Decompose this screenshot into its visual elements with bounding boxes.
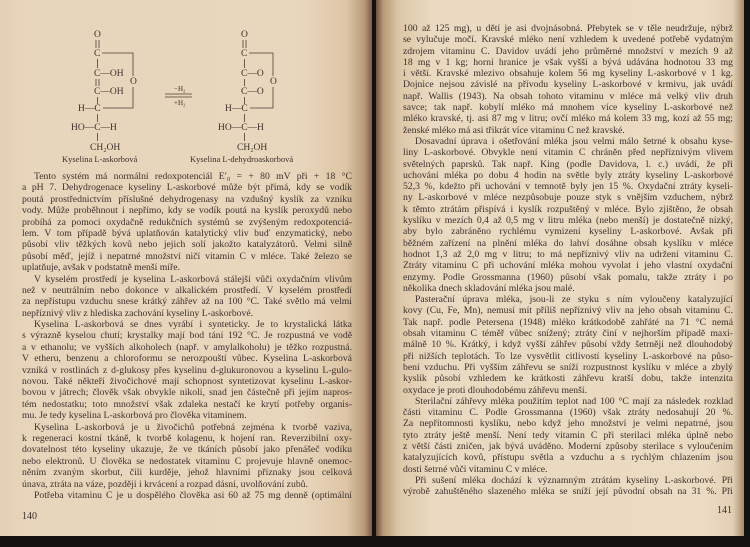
text-line: probíhá za pomoci oxydačně redukčních systémů se zvýšeným redoxpotenciá-: [22, 216, 352, 228]
l-ascorbic-acid-structure: [62, 30, 138, 164]
text-line: mléko kravské, tj. asi 87 mg v litru; ovčí mléko má kolem 33 mg, kozí až 55 mg;: [403, 113, 733, 125]
text-line: než v neutrálním nebo dokonce v alkalickém prostředí. V kyselém prostředí: [22, 284, 352, 296]
text-line: Tak např. podle Petersena (1948) mléko krátkodobě zahřáté na 71 °C nemá: [403, 316, 733, 328]
text-line: působí měď, jejíž i nepatrné množství ničí vitamin C v mléce. Také železo se: [22, 250, 352, 262]
text-line: se vylučuje močí. Kravské mléko není vzhledem k uvedené potřebě vydatným: [403, 34, 733, 46]
paragraph: [22, 422, 352, 490]
text-line: Za nepřítomnosti kyslíku, nebo když jeho množství je velmi nepatrné, jsou: [403, 418, 733, 430]
text-line: něním zvaným skorbut, čili kurděje, jehož hlavními příznaky jsou celková: [22, 467, 352, 479]
text-line: Kyselina L-askorbová je u živočichů potřebná zejména k tvorbě vaziva,: [34, 421, 352, 433]
text-line: zdrojem vitaminu C. Davidov uvádí jeho průměrné množství v mezích 9 až: [403, 45, 733, 57]
text-line: novou. Také někteří živočichové mají schopnost syntetizovat kyselinu L-askor-: [22, 376, 352, 388]
text-line: nebo elektronů. U člověka se nedostatek vitaminu C projevuje hlavně onemoc-: [22, 455, 352, 467]
arrow-label-top: −H₂: [174, 85, 186, 93]
text-line: Dojnice nejsou závislé na přívodu kyseliny L-askorbové v krmivu, jak uvádí: [403, 79, 733, 91]
atom-label: C: [94, 49, 101, 59]
text-line: vzniká v rostlinách z d-glukosy přes kyselinu d-glukuronovou a kyselinu L-gulo-: [22, 364, 352, 376]
atom-label: C—OH: [94, 69, 124, 79]
text-line: při nižších teplotách. To lze vysvětlit citlivostí kyseliny L-askorbové na půso-: [403, 350, 733, 362]
paragraph: [22, 274, 352, 320]
figure-caption: Kyselina L-dehydroaskorbová: [190, 154, 294, 164]
text-line: výrobě zahuštěného slazeného mléka se sníží její původní obsah na 31 %. Při: [403, 486, 733, 498]
text-line: tyto ztráty ještě menší. Není tedy vitamin C při sterilaci mléka úplně nebo: [403, 429, 733, 441]
l-dehydroascorbic-acid-structure: [190, 30, 293, 164]
page-number: 140: [22, 511, 37, 522]
paragraph: [22, 319, 352, 422]
text-line: dosti šetrné vůči vitaminu C v mléce.: [403, 463, 548, 475]
text-line: obsah vitaminu C téměř vůbec snížený; ztráty činí v nejhorším případě maxi-: [403, 328, 733, 340]
text-line: nepříznivý vliv z hlediska zachování kyseliny L-askorbové.: [22, 307, 254, 319]
paragraph: [403, 136, 733, 294]
atom-label: HO—C—H: [71, 123, 117, 133]
text-line: k regeneraci kostní tkáně, k tvorbě kolagenu, k hojení ran. Reverzibilní oxy-: [22, 432, 352, 444]
atom-label: CH₂OH: [90, 143, 121, 153]
text-line: 52,3 %, kdežto při uchování v temnotě byly jen 15 %. Oxydační ztráty kyseli-: [403, 181, 733, 193]
text-line: 18 mg v 1 kg; horní hranice je však vyšší a bývá udávána hodnotou 33 mg: [403, 56, 733, 68]
text-line: 100 až 125 mg), u dětí je asi dvojnásobná. Přebytek se v těle neudržuje, nýbrž: [403, 23, 733, 34]
text-line: V kyselém prostředí je kyselina L-askorbová stálejší vůči oxydačním vlivům: [34, 273, 352, 285]
text-line: únava, ztráta na váze, později i krvácení a rozpad dásní, uvolňování zubů.: [22, 478, 308, 490]
paragraph: [403, 23, 733, 136]
figure-caption: Kyselina L-askorbová: [62, 154, 138, 164]
paragraph: [22, 171, 352, 274]
text-line: i větší. Kravské mlezivo obsahuje kolem 56 mg kyseliny L-askorbové v 1 kg.: [403, 68, 733, 80]
atom-label: H—C: [78, 104, 101, 114]
text-line: poutá prostřednictvím příslušné dehydrogenasy na vzdušný kyslík za vzniku: [22, 193, 352, 205]
text-line: aby bylo zabráněno rychlému vymizení kyseliny L-askorbové. Avšak při: [403, 226, 733, 238]
text-line: enzymy. Podle Grossmanna (1960) působí však pomalu, takže ztráty i po: [403, 271, 733, 283]
text-line: světelných paprsků. Tak např. King (podle Davidova, l. c.) uvádí, že při: [403, 158, 733, 170]
equilibrium-arrow: [165, 85, 192, 107]
text-line: několika dnech skladování mléka jsou malé.: [403, 282, 575, 294]
text-line: mu. Je tedy kyselina L-askorbová pro člověka vitaminem.: [22, 410, 247, 422]
atom-label: HO—C—H: [218, 123, 264, 133]
text-line: oxydace je proti dlouhodobému záhřevu menší.: [403, 384, 588, 396]
atom-label: C—OH: [94, 87, 124, 97]
text-line: liny L-askorbové. Obvykle není vitamin C chráněn před nepříznivým vlivem: [403, 147, 733, 159]
text-line: Kyselina L-askorbová se dnes vyrábí i synteticky. Je to krystalická látka: [34, 319, 352, 331]
text-line: V etheru, benzenu a chloroformu se nerozpouští vůbec. Kyselina L-askorbová: [22, 353, 352, 365]
text-line: Potřeba vitaminu C je u dospělého člověka asi 60 až 75 mg denně (optimální: [34, 489, 352, 501]
text-line: k těmto ztrátám přispívá i kyslík rozpuštěný v mléce. Bylo zjištěno, že obsah: [403, 203, 733, 215]
text-line: kyslíku v mezích 0,4 až 0,5 mg v litru mléka (nebo menší) je dostatečně nízký,: [403, 215, 733, 227]
atom-label: C—O: [241, 69, 264, 79]
paragraph: [403, 294, 733, 396]
text-line: běžném zařízení na plnění mléka do lahví dosáhne obsah kyslíku v mléce: [403, 237, 733, 249]
text-line: kyslík působí vzhledem ke krátkosti záhřevu kratší dobu, takže intenzita: [403, 373, 733, 385]
text-line: Pasterační úprava mléka, jsou-li ze styku s ním vyloučeny katalyzující: [415, 294, 733, 306]
text-line: části vitaminu C. Podle Grossmanna (1960) však ztráty nedosahují 20 %.: [403, 407, 733, 419]
atom-label: CH₂OH: [237, 143, 268, 153]
right-page-body-text: [403, 23, 733, 497]
text-line: lem. V tom případě bývá uplatňován katalytický vliv buď enzymatický, nebo: [22, 227, 352, 239]
text-line: např. Wallis (1943). Na obsah tohoto vitaminu v mléce má velký vliv druh: [403, 90, 733, 102]
chemical-structure-figure: [0, 0, 372, 170]
text-line: kovy (Cu, Fe, Mn), nemusí mít příliš nepříznivý vliv na jeho obsah vitaminu C.: [403, 305, 733, 317]
left-page-body-text: [22, 171, 352, 501]
text-line: Tento systém má normální redoxpotenciál E′₀ = + 80 mV při + 18 °C: [34, 171, 352, 182]
text-line: dovatelnost této kyseliny ukazuje, že ve tkáních působí jako přenášeč vodíku: [22, 444, 352, 456]
text-line: s výrazně kyselou chutí; krystalky mají bod tání 192 °C. Je rozpustná ve vodě: [22, 330, 352, 342]
text-line: Ztráty vitaminu C při uchování mléka mohou vyvolat i jeho vlastní oxydační: [403, 260, 733, 272]
text-line: působí vliv těžkých kovů nebo jejich solí jakožto katalyzátorů. Velmi silně: [22, 239, 352, 251]
text-line: ženské mléko má asi třikrát více vitaminu C než kravské.: [403, 124, 625, 136]
text-line: Dosavadní úprava i ošetřování mléka jsou velmi málo šetrné k obsahu kyse-: [415, 135, 733, 147]
text-line: uchování mléka po dobu 4 hodin na světle byly ztráty kyseliny L-askorbové: [403, 169, 733, 181]
text-line: a pH 7. Dehydrogenace kyseliny L-askorbové může být přímá, kdy se vodík: [22, 182, 352, 194]
paragraph: [403, 475, 733, 498]
arrow-label-bottom: +H₂: [174, 99, 186, 107]
atom-label: O: [94, 30, 101, 40]
text-line: bovou v játrech; člověk však obvykle nikoli, snad jen částečně při jejím napros-: [22, 387, 352, 399]
text-line: savce; tak např. kobylí mléko má mnohem více kyseliny L-askorbové než: [403, 102, 733, 114]
text-line: a v ethanolu; ve vyšších alkoholech (např. v amylalkoholu) je těžko rozpustná.: [22, 341, 352, 353]
atom-label: O: [241, 30, 248, 40]
text-line: Při sušení mléka dochází k významným ztrátám kyseliny L-askorbové. Při: [415, 474, 733, 486]
paragraph: [403, 396, 733, 475]
text-line: vody. Může proběhnout i nepřímo, kdy se vodík poutá na kyslík peroxydů nebo: [22, 205, 352, 217]
text-line: málně 10 %. Krátký, i když vyšší záhřev působí vždy šetrněji než dlouhodobý: [403, 339, 733, 351]
text-line: bení vzduchu. Při vyšším záhřevu se sníží rozpustnost kyslíku v mléce a zbylý: [403, 361, 733, 373]
text-line: ny L-askorbové v mléce nezpůsobuje pouze styk s vnějším vzduchem, nýbrž: [403, 192, 733, 204]
page-number: 141: [717, 505, 732, 516]
text-line: tém nedostatku; toto množství však zdaleka nestačí ke krytí potřeby organis-: [22, 398, 352, 410]
ring-oxygen: O: [270, 77, 277, 87]
text-line: z větší části zničen, jak bývá uváděno. Moderní způsoby sterilace s vyloučením: [403, 440, 733, 452]
left-page: [0, 0, 372, 536]
text-line: hodnot 1,3 až 2,0 mg v litru; to má nepříznivý vliv na udržení vitaminu C.: [403, 248, 733, 260]
text-line: katalyzujících kovů, přístupu světla a vzduchu a s rychlým chlazením jsou: [403, 452, 733, 464]
text-line: uplatňuje, avšak v podstatně menší míře.: [22, 262, 180, 274]
right-page: [376, 0, 744, 536]
paragraph: [22, 490, 352, 501]
ring-oxygen: O: [130, 77, 137, 87]
text-line: za nepřístupu vzduchu snese krátký záhřev až na 100 °C. Také světlo má velmi: [22, 296, 352, 308]
atom-label: C—O: [241, 87, 264, 97]
atom-label: C: [241, 49, 248, 59]
atom-label: H—C: [225, 104, 248, 114]
text-line: Sterilační záhřevy mléka použitím teplot nad 100 °C mají za následek rozklad: [415, 395, 733, 407]
